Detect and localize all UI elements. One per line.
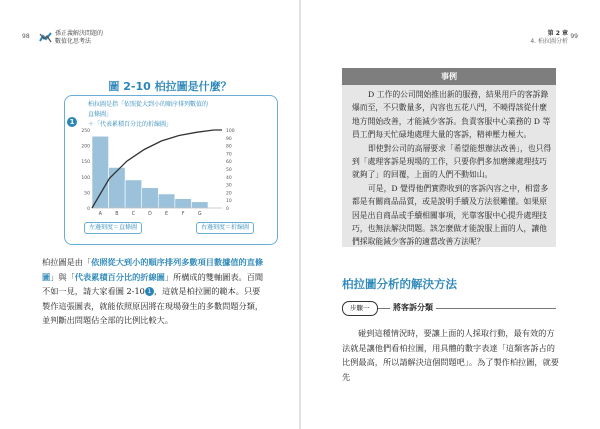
p1-part1: 柏拉圖是由「 [42, 257, 92, 267]
pareto-chart [76, 124, 272, 222]
left-tick-label: 50 [84, 191, 90, 197]
page-number: 98 [22, 33, 30, 40]
bar-f [175, 199, 192, 208]
p1-part3: 」所構成的雙軸圖表。百聞不如一見，請大家看圖 2-10 [42, 271, 264, 297]
callout-line2: ＋「代表累積百分比的折線圖」 [88, 121, 173, 128]
category-label: G [197, 212, 202, 217]
right-tick-label: 50 [226, 168, 232, 173]
category-label: D [148, 212, 152, 217]
category-label: E [165, 212, 169, 217]
step-label: 步驟一 [342, 301, 378, 316]
p1-highlight2: 代表累積百分比的折線圖 [74, 271, 165, 282]
case-paragraph-3: 可是，D 覺得他們實際收到的客訴內容之中，相當多都是有關商品品質，或是說明手續及方法很難懂。如果原因是出自商品或手續相關事項，光靠客服中心提升處理技巧，也無法解決問題。該怎麼做才能說服上面的人，讓他們採取能減少客訴的適當改善方法呢？ [352, 183, 549, 247]
right-page [300, 0, 600, 429]
p1-part2: 」與「 [50, 271, 75, 282]
chapter-label: 第 2 章 [547, 30, 568, 37]
left-tick-label: 100 [81, 175, 90, 181]
callout-line1: 柏拉圖是指「依照從大到小的順序排列數值的直條圖」 [88, 101, 209, 118]
case-paragraph-1: D 工作的公司開始推出新的服務，結果用戶的客訴錄爆而至，不只數量多，內容也五花八門，不曉得該從什麼地方開始改善，才能減少客訴。負責客服中心業務的 D 等員工們每天忙碌地處理大量的客訴，精神壓力極大。 [352, 90, 551, 140]
p1-part4: ，這就是柏拉圖的範本。只要製作這張圖表，就能依照原因將在現場發生的多數問題分類，並判斷出問題佔全部的比例比較大。 [42, 286, 264, 326]
bar-b [109, 167, 126, 208]
category-label: B [115, 212, 119, 217]
left-tick-label: 150 [81, 160, 90, 166]
bar-c [125, 180, 142, 208]
step-title: 將客訴分類 [390, 302, 436, 313]
figure-badge: 1 [67, 117, 77, 127]
bar-a [92, 136, 109, 208]
body-paragraph: 碰到這種情況時，要讓上面的人採取行動，最有效的方法就是讓他們看柏拉圖，用具體的數字表達「這類客訴占的比例最高，所以請解決這個問題吧」。為了製作柏拉圖，就要先 [342, 328, 559, 382]
figure-title: 圖 2-10 柏拉圖是什麼？ [108, 80, 232, 93]
right-tick-label: 30 [226, 183, 232, 189]
right-tick-label: 100 [226, 129, 235, 134]
right-tick-label: 80 [226, 144, 232, 150]
bar-e [158, 194, 175, 208]
right-tick-label: 10 [226, 199, 232, 205]
page-number: 99 [570, 33, 578, 40]
case-header: 事例 [342, 68, 556, 85]
category-label: F [181, 212, 185, 217]
right-tick-label: 70 [226, 152, 232, 158]
section-title: 柏拉圖分析的解決方法 [342, 277, 457, 291]
bar-d [142, 188, 159, 208]
left-tick-label: 200 [81, 144, 90, 150]
running-title-line2: 數值化思考法 [55, 38, 92, 45]
running-title-line1: 孫正義解決問題的 [55, 30, 104, 37]
case-paragraph-2: 即使對公司的高層要求「希望能想辦法改善」，也只得到「處理客訴是現場的工作，只要你們多加磨練處理技巧就夠了」的回覆，上面的人們不動如山。 [352, 143, 552, 180]
right-scale-tag: 右邊刻度＝折線圖 [196, 222, 254, 234]
right-tick-label: 40 [226, 175, 232, 181]
p1-highlight1: 依照從大到小的順序排列多數項目數據值的直條圖 [42, 257, 264, 282]
chapter-title: 4. 柏拉圖分析 [530, 38, 568, 45]
right-tick-label: 60 [226, 160, 232, 166]
right-tick-label: 20 [226, 191, 232, 197]
right-tick-label: 90 [226, 136, 232, 142]
left-tick-label: 250 [81, 129, 90, 134]
category-label: A [98, 212, 102, 217]
case-text [352, 88, 552, 249]
bar-g [191, 202, 208, 208]
running-title [55, 30, 103, 46]
p1-badge: 1 [145, 287, 154, 296]
right-tick-label: 0 [226, 207, 229, 212]
left-tick-label: 0 [87, 207, 90, 212]
left-scale-tag: 左邊刻度＝直條圖 [84, 222, 142, 234]
paragraph-1 [42, 255, 266, 328]
category-label: C [131, 212, 136, 217]
book-logo-icon [39, 31, 52, 44]
